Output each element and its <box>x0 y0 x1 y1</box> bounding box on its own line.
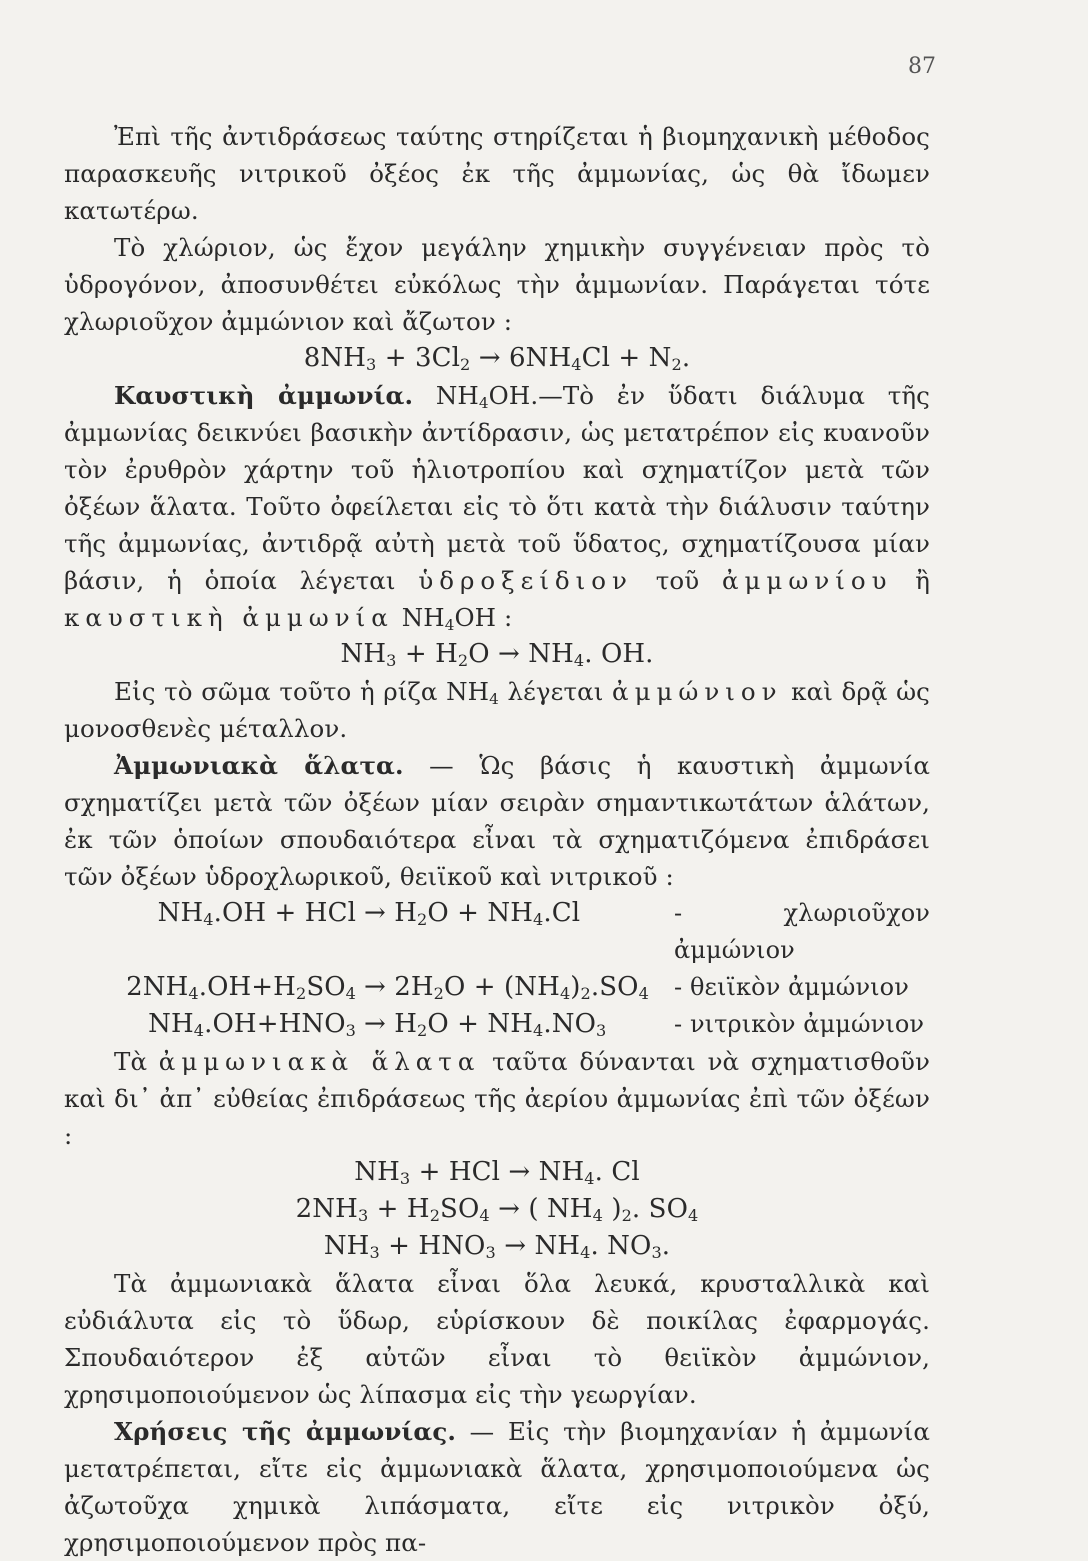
reaction-table <box>64 895 930 1043</box>
equation-hydroxide: $NH_3 + H_2O \to NH_4$. OH. <box>340 639 654 671</box>
paragraph-direct: Τὰ ἀμμωνιακὰ ἅλατα ταῦτα δύνανται νὰ σχηματισθοῦν καὶ δι᾽ ἀπ᾽ εὐθείας ἐπιδράσεως τῆς ἀερίου ἀμμωνίας ἐπὶ τῶν ὀξέων : <box>64 1047 930 1150</box>
reaction-rhs: → $H_2O + NH_4.Cl$ <box>364 898 581 930</box>
paragraph-1: Ἐπὶ τῆς ἀντιδράσεως ταύτης στηρίζεται ἡ βιομηχανικὴ μέθοδος παρασκευῆς νιτρικοῦ ὀξέος ἐκ τῆς ἀμμωνίας, ὡς θὰ ἴδωμεν κατωτέρω. <box>64 122 930 225</box>
section-heading-salts: Ἀμμωνιακὰ ἅλατα. <box>114 751 404 780</box>
reaction-rhs: → $2H_2O + (NH_4)_2.SO_4$ <box>364 972 649 1004</box>
equation-direct-2: $2NH_3 + H_2SO_4$ → ( $NH_4$ )$_2$. $SO_4$ <box>295 1194 699 1226</box>
equation-direct-1: $NH_3$ + HCl → $NH_4$. Cl <box>354 1157 640 1189</box>
reaction-rhs: → $H_2O + NH_4.NO_3$ <box>364 1009 607 1041</box>
reaction-product-name: - θειϊκὸν ἀμμώνιον <box>674 973 909 1001</box>
paragraph-salts: Ἀμμωνιακὰ ἅλατα. — Ὡς βάσις ἡ καυστικὴ ἀμμωνία σχηματίζει μετὰ τῶν ὀξέων μίαν σειρὰν σημαντικωτάτων ἁλάτων, ἐκ τῶν ὁποίων σπουδαιότερα εἶναι τὰ σχηματιζόμενα ἐπιδράσει τῶν ὀξέων ὑδροχλωρικοῦ, θειϊκοῦ καὶ νιτρικοῦ : <box>64 751 930 891</box>
reaction-product-name: - νιτρικὸν ἀμμώνιον <box>674 1010 925 1038</box>
reaction-lhs: $NH_4.OH+HNO_3$ <box>148 1009 356 1041</box>
reaction-lhs: $NH_4.OH$ + HCl <box>157 898 356 930</box>
reaction-lhs: $2NH_4.OH+H_2SO_4$ <box>126 972 356 1004</box>
page-number: 87 <box>908 54 936 79</box>
equation-direct-3: $NH_3 + HNO_3 \to NH_4$. $NO_3$. <box>323 1231 671 1263</box>
section-heading-caustic: Καυστικὴ ἀμμωνία. <box>114 381 414 410</box>
paragraph-ammonium: Εἰς τὸ σῶμα τοῦτο ἡ ρίζα $NH_4$ λέγεται ἀμμώνιον καὶ δρᾷ ὡς μονοσθενὲς μέταλλον. <box>64 677 930 743</box>
paragraph-salts-properties: Τὰ ἀμμωνιακὰ ἅλατα εἶναι ὅλα λευκά, κρυσταλλικὰ καὶ εὐδιάλυτα εἰς τὸ ὕδωρ, εὑρίσκουν δὲ ποικίλας ἐφαρμογάς. Σπουδαιότερον ἐξ αὐτῶν εἶναι τὸ θειϊκὸν ἀμμώνιον, χρησιμοποιούμενον ὡς λίπασμα εἰς τὴν γεωργίαν. <box>64 1269 930 1409</box>
equation-chlorine: $8NH_3 + 3Cl_2 \to 6NH_4Cl + N_2$. <box>303 343 691 375</box>
paragraph-caustic: Καυστικὴ ἀμμωνία. $NH_4OH.—Tὸ$ ἐν ὕδατι διάλυμα τῆς ἀμμωνίας δεικνύει βασικὴν ἀντίδρασιν, ὡς μετατρέπον εἰς κυανοῦν τὸν ἐρυθρὸν χάρτην τοῦ ἡλιοτροπίου καὶ σχηματίζον μετὰ τῶν ὀξέων ἅλατα. Τοῦτο ὀφείλεται εἰς τὸ ὅτι κατὰ τὴν διάλυσιν ταύτην τῆς ἀμμωνίας, ἀντιδρᾷ αὐτὴ μετὰ τοῦ ὕδατος, σχηματίζουσα μίαν βάσιν, ἡ ὁποία λέγεται ὑδροξείδιον τοῦ ἀμμωνίου ἢ καυστικὴ ἀμμωνία $NH_4OH$ : <box>64 381 931 634</box>
paragraph-2: Τὸ χλώριον, ὡς ἔχον μεγάλην χημικὴν συγγένειαν πρὸς τὸ ὑδρογόνον, ἀποσυνθέτει εὐκόλως τὴν ἀμμωνίαν. Παράγεται τότε χλωριοῦχον ἀμμώνιον καὶ ἄζωτον : <box>64 233 930 336</box>
body-text <box>64 118 930 1561</box>
reaction-product-name: - χλωριοῦχον ἀμμώνιον <box>674 899 930 964</box>
paragraph-uses: Χρήσεις τῆς ἀμμωνίας. — Εἰς τὴν βιομηχανίαν ἡ ἀμμωνία μετατρέπεται, εἴτε εἰς ἀμμωνιακὰ ἅλατα, χρησιμοποιούμενα ὡς ἀζωτοῦχα χημικὰ λιπάσματα, εἴτε εἰς νιτρικὸν ὀξύ, χρησιμοποιούμενον πρὸς πα- <box>64 1417 931 1557</box>
section-heading-uses: Χρήσεις τῆς ἀμμωνίας. <box>114 1417 456 1446</box>
